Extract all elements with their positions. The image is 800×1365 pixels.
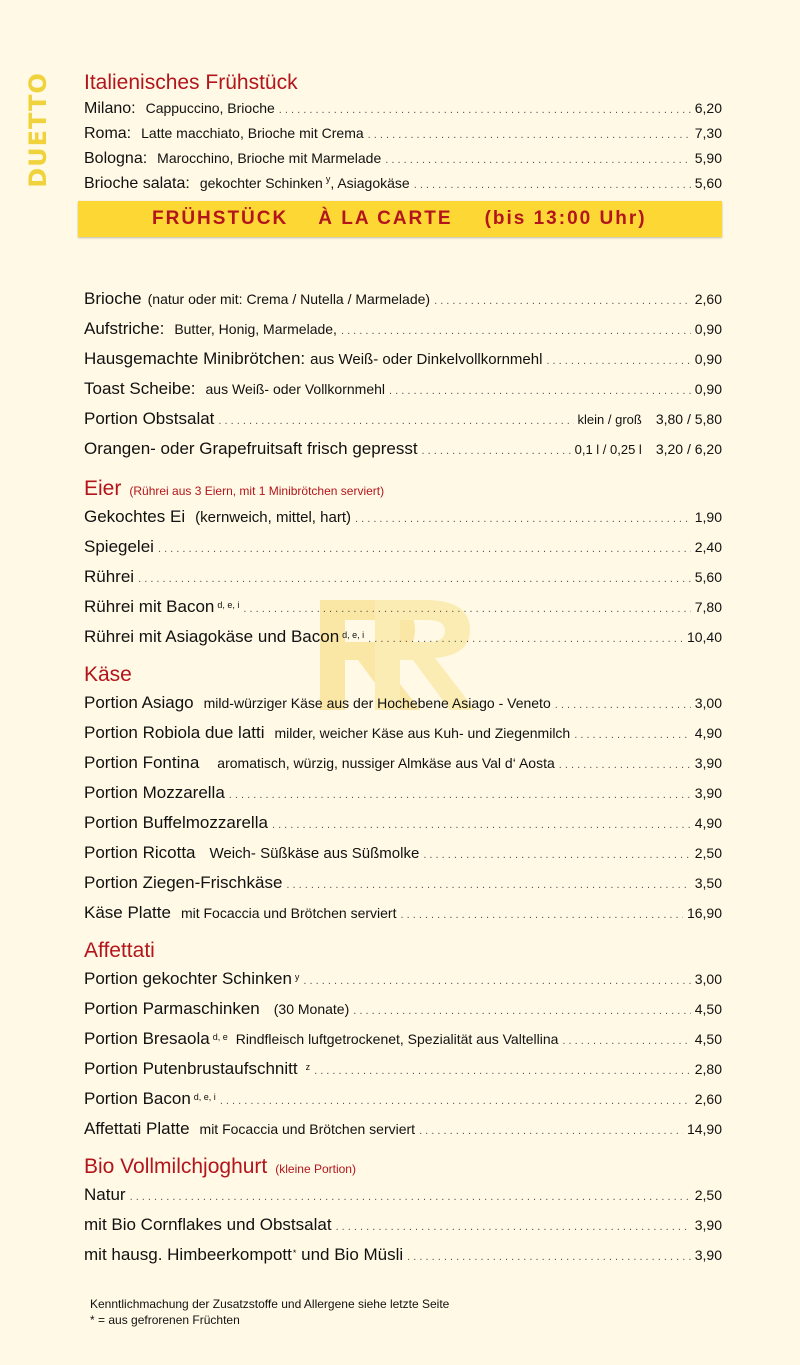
item-price: 10,40 <box>686 629 722 645</box>
menu-item <box>84 622 722 652</box>
item-price: 0,90 <box>694 351 722 367</box>
item-name: Portion Parmaschinken <box>84 999 260 1018</box>
brand-text: DUETTO <box>24 71 52 188</box>
item-name: Aufstriche: <box>84 319 165 338</box>
item-name: Portion Bacon <box>84 1089 191 1108</box>
leader-dots <box>218 406 573 436</box>
menu-item <box>84 502 722 532</box>
menu-item <box>84 688 722 718</box>
item-name: Natur <box>84 1185 126 1204</box>
item-desc: Weich- Süßkäse aus Süßmolke <box>209 845 420 862</box>
allergen-sup: d, e, i <box>217 600 240 610</box>
item-name: mit hausg. Himbeerkompott <box>84 1245 292 1264</box>
section-title-eggs <box>84 476 722 502</box>
item-name: Portion Putenbrustaufschnitt <box>84 1059 298 1078</box>
item-desc: aus Weiß- oder Vollkornmehl <box>205 381 385 397</box>
item-price: 3,90 <box>694 1247 722 1263</box>
menu-item <box>84 868 722 898</box>
leader-dots <box>414 173 691 198</box>
item-name: Portion Buffelmozzarella <box>84 813 268 832</box>
item-price: 0,90 <box>694 381 722 397</box>
menu-item <box>84 121 722 146</box>
leader-dots <box>286 870 690 900</box>
item-desc: (kernweich, mittel, hart) <box>195 509 351 526</box>
item-name: Portion Obstsalat <box>84 409 215 428</box>
leader-dots <box>303 966 690 996</box>
allergen-sup: d, e, i <box>193 1092 216 1102</box>
menu-item <box>84 404 722 434</box>
leader-dots <box>419 1116 683 1146</box>
allergen-sup: * <box>292 1248 297 1258</box>
menu-item <box>84 1054 722 1084</box>
menu-item <box>84 592 722 622</box>
leader-dots <box>341 316 691 346</box>
item-desc: Rindfleisch luftgetrockenet, Spezialität aus Valtellina <box>235 1031 559 1047</box>
leader-dots <box>555 690 691 720</box>
banner-part2: À LA CARTE <box>318 208 453 229</box>
leader-dots <box>368 123 691 148</box>
menu-item <box>84 994 722 1024</box>
leader-dots <box>229 780 691 810</box>
item-desc: (30 Monate) <box>273 1001 350 1017</box>
item-desc: Butter, Honig, Marmelade, <box>174 321 337 337</box>
item-name: Portion Fontina <box>84 753 200 772</box>
leader-dots <box>355 504 691 534</box>
item-price: 16,90 <box>686 905 722 921</box>
item-desc: (natur oder mit: Crema / Nutella / Marmelade) <box>147 291 431 307</box>
item-name: Portion Ricotta <box>84 843 196 862</box>
item-price: 2,80 <box>694 1061 722 1077</box>
leader-dots <box>279 98 691 123</box>
item-name: mit Bio Cornflakes und Obstsalat <box>84 1215 332 1234</box>
item-name: Gekochtes Ei <box>84 507 186 526</box>
item-price: 7,80 <box>694 599 722 615</box>
item-desc: Marocchino, Brioche mit Marmelade <box>157 150 382 166</box>
item-name: Affettati Platte <box>84 1119 190 1138</box>
menu-item <box>84 146 722 171</box>
leader-dots <box>400 900 682 930</box>
menu-item <box>84 374 722 404</box>
item-price: 4,90 <box>694 815 722 831</box>
menu-item <box>84 898 722 928</box>
item-price: 3,90 <box>694 755 722 771</box>
menu-item <box>84 808 722 838</box>
item-name: Portion gekochter Schinken <box>84 969 292 988</box>
item-price: 3,80 / 5,80 <box>655 411 722 427</box>
menu-item <box>84 344 722 374</box>
item-price: 3,00 <box>694 971 722 987</box>
allergen-sup: z <box>305 1062 311 1072</box>
item-name: Rührei mit Asiagokäse und Bacon <box>84 627 340 646</box>
item-name: Rührei mit Bacon <box>84 597 215 616</box>
leader-dots <box>407 1242 691 1272</box>
item-price: 5,60 <box>694 569 722 585</box>
item-name: Bologna: <box>84 150 148 167</box>
leader-dots <box>389 376 691 406</box>
item-desc-text-2: , Asiagokäse <box>330 175 410 191</box>
item-name: Portion Mozzarella <box>84 783 225 802</box>
menu-item <box>84 964 722 994</box>
section-title-cold-cuts: Affettati <box>84 939 155 962</box>
menu-item <box>84 171 722 196</box>
leader-dots <box>434 286 691 316</box>
banner-part3: (bis 13:00 Uhr) <box>484 208 647 229</box>
item-price: 2,50 <box>694 1187 722 1203</box>
leader-dots <box>220 1086 691 1116</box>
menu-item <box>84 1240 722 1270</box>
item-desc: Latte macchiato, Brioche mit Crema <box>141 125 364 141</box>
item-size: 0,1 l / 0,25 l <box>574 442 642 457</box>
item-name-2: und Bio Müsli <box>296 1245 404 1264</box>
item-name: Portion Asiago <box>84 693 194 712</box>
section-title-yogurt-text: Bio Vollmilchjoghurt <box>84 1155 268 1178</box>
allergen-sup: d, e <box>212 1032 228 1042</box>
leader-dots <box>546 346 690 376</box>
item-price: 1,90 <box>694 509 722 525</box>
leader-dots <box>130 1182 691 1212</box>
footer-line-frozen: * = aus gefrorenen Früchten <box>90 1313 240 1327</box>
item-name: Rührei <box>84 567 135 586</box>
item-name: Hausgemachte Minibrötchen: <box>84 349 306 368</box>
item-price: 5,90 <box>694 150 722 166</box>
section-title-yogurt <box>84 1154 722 1180</box>
leader-dots <box>243 594 690 624</box>
item-desc: mit Focaccia und Brötchen serviert <box>199 1121 416 1137</box>
menu-item <box>84 838 722 868</box>
menu-item <box>84 562 722 592</box>
item-price: 6,20 <box>694 100 722 116</box>
menu <box>84 70 722 1270</box>
item-price: 4,50 <box>694 1001 722 1017</box>
leader-dots <box>574 720 691 750</box>
item-price: 3,90 <box>694 785 722 801</box>
section-note: (Rührei aus 3 Eiern, mit 1 Minibrötchen serviert) <box>129 484 385 498</box>
item-desc: mild-würziger Käse aus der Hochebene Asiago - Veneto <box>203 695 551 711</box>
item-price: 4,50 <box>694 1031 722 1047</box>
item-price: 14,90 <box>686 1121 722 1137</box>
leader-dots <box>422 436 573 466</box>
menu-item <box>84 1210 722 1240</box>
menu-item <box>84 1084 722 1114</box>
item-price: 2,60 <box>694 1091 722 1107</box>
item-name: Brioche <box>84 289 142 308</box>
menu-item <box>84 284 722 314</box>
section-title-cheese: Käse <box>84 663 132 686</box>
item-desc: milder, weicher Käse aus Kuh- und Ziegenmilch <box>274 725 571 741</box>
leader-dots <box>314 1056 691 1086</box>
menu-item <box>84 434 722 464</box>
item-name: Portion Ziegen-Frischkäse <box>84 873 283 892</box>
item-price: 3,90 <box>694 1217 722 1233</box>
item-price: 3,50 <box>694 875 722 891</box>
item-desc: Cappuccino, Brioche <box>145 100 275 116</box>
footer-note <box>90 1296 449 1328</box>
item-name: Roma: <box>84 125 132 142</box>
item-price: 0,90 <box>694 321 722 337</box>
item-price: 3,00 <box>694 695 722 711</box>
item-price: 7,30 <box>694 125 722 141</box>
leader-dots <box>423 840 690 870</box>
leader-dots <box>385 148 690 173</box>
item-desc-text: gekochter Schinken <box>199 175 323 191</box>
menu-item <box>84 532 722 562</box>
menu-item <box>84 1180 722 1210</box>
item-desc: aromatisch, würzig, nussiger Almkäse aus Val d‘ Aosta <box>217 755 555 771</box>
item-name: Portion Bresaola <box>84 1029 210 1048</box>
item-name: Milano: <box>84 100 136 117</box>
allergen-sup: y <box>294 972 300 982</box>
item-name: Toast Scheibe: <box>84 379 196 398</box>
item-name: Spiegelei <box>84 537 154 556</box>
menu-item <box>84 96 722 121</box>
leader-dots <box>353 996 691 1026</box>
menu-item <box>84 1114 722 1144</box>
item-desc <box>200 171 410 196</box>
item-name: Käse Platte <box>84 903 171 922</box>
item-price: 2,60 <box>694 291 722 307</box>
item-price: 2,40 <box>694 539 722 555</box>
item-name: Portion Robiola due latti <box>84 723 265 742</box>
menu-item <box>84 748 722 778</box>
leader-dots <box>336 1212 691 1242</box>
brand-vertical-label <box>18 72 58 187</box>
item-name: Orangen- oder Grapefruitsaft frisch gepresst <box>84 439 418 458</box>
item-desc: mit Focaccia und Brötchen serviert <box>180 905 397 921</box>
item-desc: aus Weiß- oder Dinkelvollkornmehl <box>310 351 543 368</box>
leader-dots <box>368 624 683 654</box>
section-title-italian: Italienisches Frühstück <box>84 71 298 94</box>
item-price: 3,20 / 6,20 <box>655 441 722 457</box>
item-price: 5,60 <box>694 175 722 191</box>
menu-item <box>84 778 722 808</box>
banner-part1: FRÜHSTÜCK <box>152 208 289 229</box>
item-price: 4,90 <box>694 725 722 741</box>
footer-line-allergens: Kenntlichmachung der Zusatzstoffe und Allergene siehe letzte Seite <box>90 1297 450 1311</box>
leader-dots <box>562 1026 690 1056</box>
menu-item <box>84 1024 722 1054</box>
allergen-sup: d, e, i <box>342 630 365 640</box>
item-size: klein / groß <box>577 412 642 427</box>
section-note: (kleine Portion) <box>275 1162 356 1176</box>
item-name: Brioche salata: <box>84 175 190 192</box>
leader-dots <box>559 750 691 780</box>
leader-dots <box>272 810 691 840</box>
item-price: 2,50 <box>694 845 722 861</box>
leader-dots <box>158 534 691 564</box>
section-title-eggs-text: Eier <box>84 477 122 500</box>
menu-item <box>84 718 722 748</box>
menu-item <box>84 314 722 344</box>
allergen-sup: y <box>325 174 331 184</box>
